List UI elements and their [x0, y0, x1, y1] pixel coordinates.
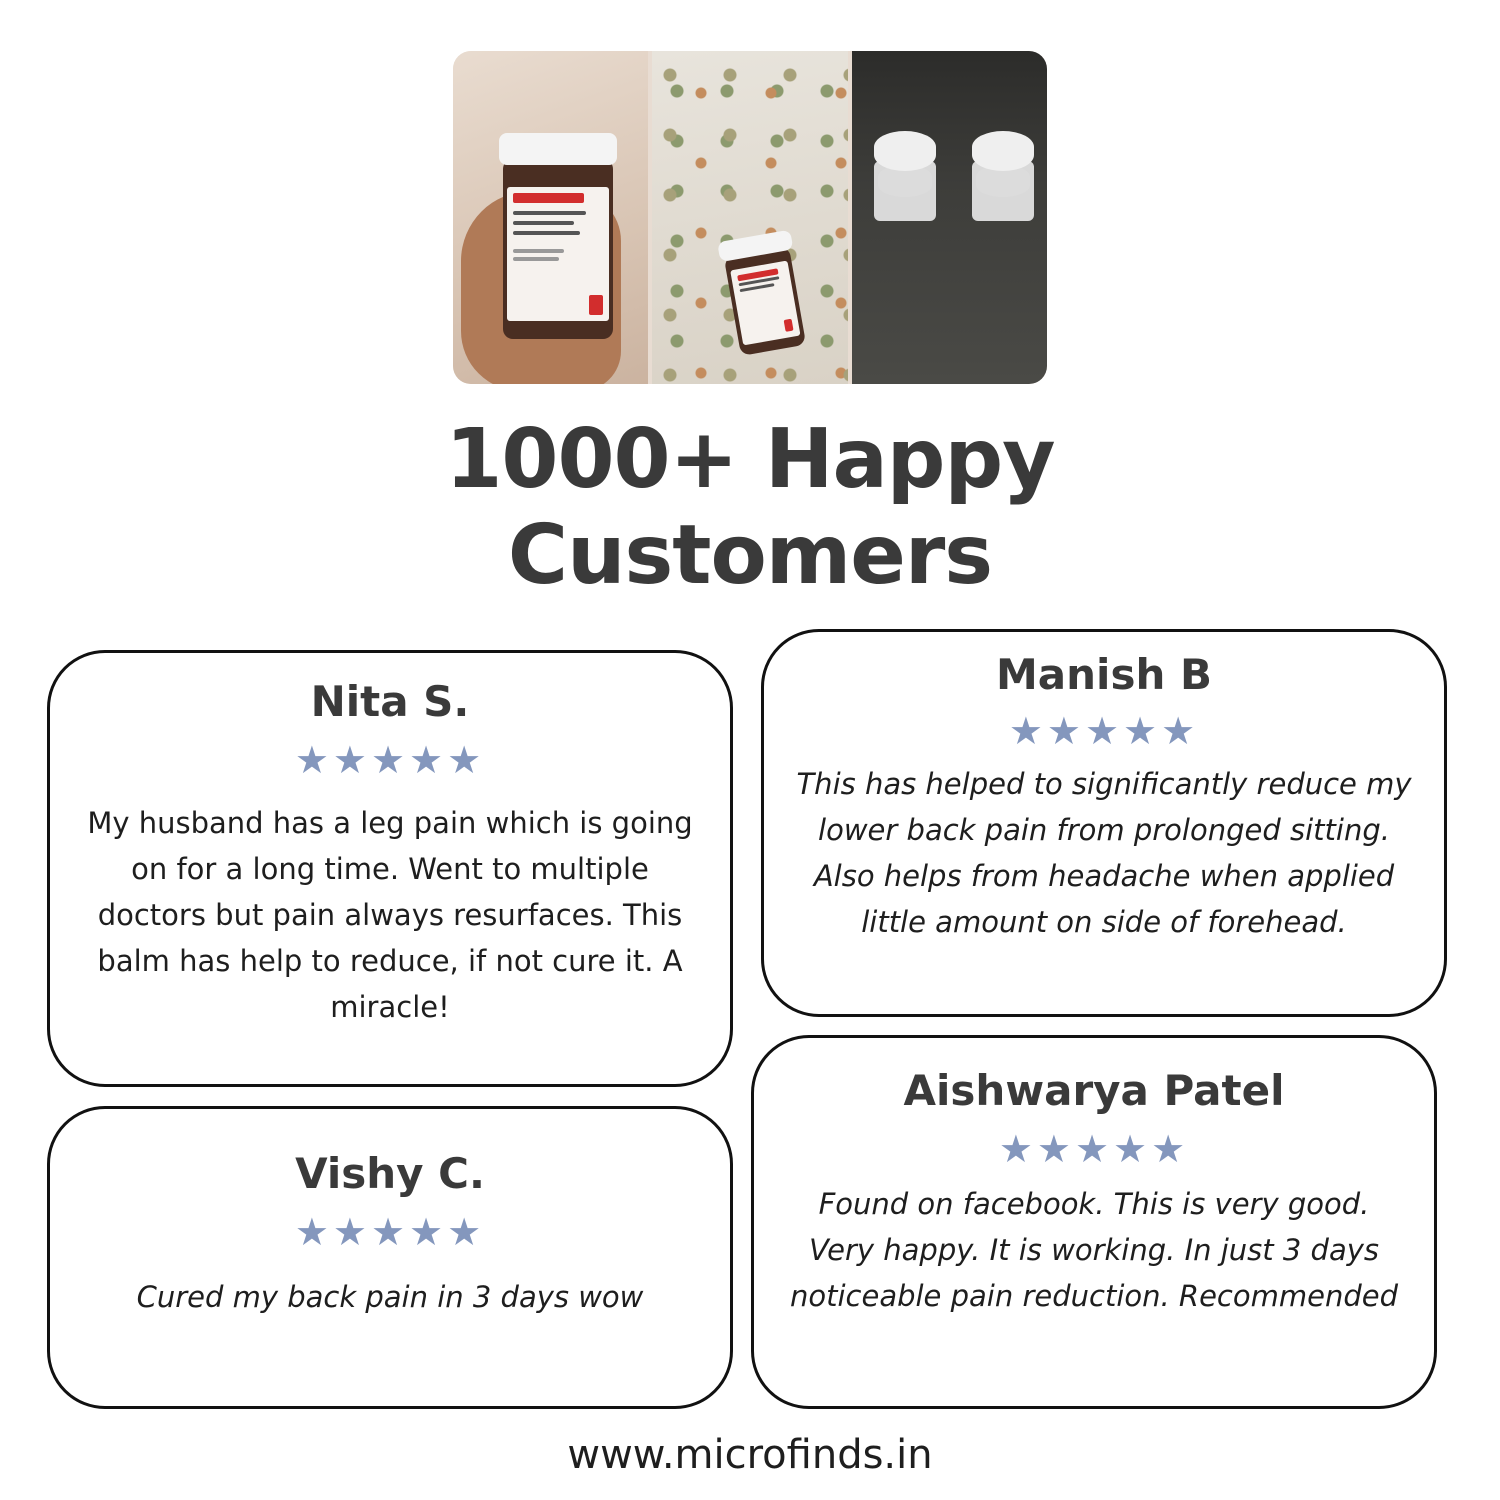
jar-shape	[503, 159, 613, 339]
website-url: www.microfinds.in	[567, 1432, 933, 1478]
jar-shape	[724, 246, 806, 356]
review-card-manish	[761, 629, 1447, 1017]
star-rating: ★★★★★	[294, 1210, 486, 1254]
reviewer-name: Manish B	[996, 650, 1212, 699]
reviewer-name: Vishy C.	[295, 1149, 485, 1198]
review-card-aishwarya	[751, 1035, 1437, 1409]
review-card-vishy	[47, 1106, 733, 1409]
page-title	[0, 412, 1500, 604]
star-rating: ★★★★★	[1008, 709, 1200, 753]
review-card-nita	[47, 650, 733, 1087]
review-text: Found on facebook. This is very good. Very happy. It is working. In just 3 days noticeable pain reduction. Recommended	[789, 1187, 1398, 1313]
review-text: This has helped to significantly reduce my lower back pain from prolonged sitting. Also helps from headache when applied little amount on side of forehead.	[796, 767, 1412, 939]
star-rating: ★★★★★	[294, 738, 486, 782]
reviewer-name: Aishwarya Patel	[903, 1066, 1285, 1115]
product-photo-strip	[453, 51, 1047, 384]
product-in-hand-photo	[453, 51, 648, 384]
product-on-bed-photo	[652, 51, 847, 384]
review-text: Cured my back pain in 3 days wow	[136, 1280, 644, 1314]
title-line-2: Customers	[507, 508, 993, 603]
two-jars-on-floor-photo	[852, 51, 1047, 384]
star-rating: ★★★★★	[998, 1127, 1190, 1171]
title-line-1: 1000+ Happy	[445, 412, 1055, 507]
reviewer-name: Nita S.	[310, 677, 470, 726]
review-text: My husband has a leg pain which is going on for a long time. Went to multiple doctors but pain always resurfaces. This balm has help to reduce, if not cure it. A miracle!	[87, 806, 693, 1024]
